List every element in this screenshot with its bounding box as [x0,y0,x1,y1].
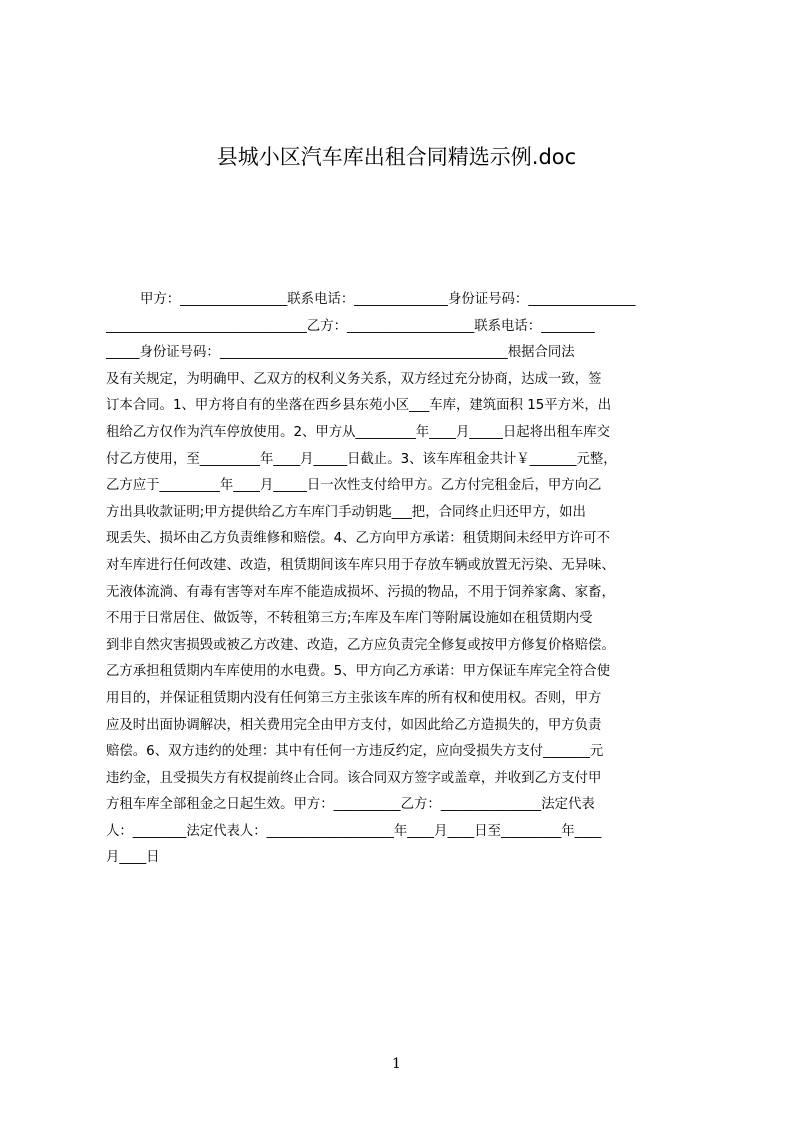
body-line: 付乙方使用，至_________年____月_____日截止。3、该车库租金共计￥_______元整， [106,451,617,467]
body-line: 到非自然灾害损毁或被乙方改建、改造，乙方应负责完全修复或按甲方修复价格赔偿。 [106,637,615,653]
body-line: 月____日 [106,850,160,866]
body-line: 赔偿。6、双方违约的处理：其中有任何一方违反约定，应向受损失方支付_______元 [106,744,604,760]
body-line: 乙方应于_________年____月_____日一次性支付给甲方。乙方付完租金后，甲方向乙 [106,478,602,494]
body-line: 及有关规定，为明确甲、乙双方的权利义务关系，双方经过充分协商，达成一致，签 [106,371,602,387]
body-line: 用目的，并保证租赁期内没有任何第三方主张该车库的所有权和使用权。否则，甲方 [106,690,602,706]
body-line: 不用于日常居住、做饭等，不转租第三方;车库及车库门等附属设施如在租赁期内受 [106,611,593,627]
body-line: 违约金，且受损失方有权提前终止合同。该合同双方签字或盖章，并收到乙方支付甲 [106,770,602,786]
body-line: 方出具收款证明;甲方提供给乙方车库门手动钥匙___把，合同终止归还甲方，如出 [106,504,586,520]
body-line: 应及时出面协调解决，相关费用完全由甲方支付，如因此给乙方造损失的，甲方负责 [106,717,602,733]
body-line: 人：________法定代表人：___________________年____月____日至_________年____ [106,823,602,839]
document-title: 县城小区汽车库出租合同精选示例.doc [216,145,577,169]
body-line: 对车库进行任何改建、改造，租赁期间该车库只用于存放车辆或放置无污染、无异味、 [106,557,615,573]
contract-body [106,287,698,877]
body-line: 订本合同。1、甲方将自有的坐落在西乡县东苑小区___车库，建筑面积 15平方米，出 [106,398,612,414]
body-line: 无液体流淌、有毒有害等对车库不能造成损坏、污损的物品，不用于饲养家禽、家畜， [106,584,615,600]
body-line: _____身份证号码：___________________________________________根据合同法 [106,345,575,361]
page-number: 1 [392,1056,401,1072]
body-line: 租给乙方仅作为汽车停放使用。2、甲方从_________年____月_____日起将出租车库交 [106,424,610,440]
body-line: 甲方：________________联系电话：______________身份证号码：________________ [140,292,636,307]
body-line: 方租车库全部租金之日起生效。甲方：__________乙方：_______________法定代表 [106,797,595,813]
body-line: 现丢失、损坏由乙方负责维修和赔偿。4、乙方向甲方承诺：租赁期间未经甲方许可不 [106,531,610,547]
body-line: ______________________________乙方：___________________联系电话：________ [106,318,595,334]
body-line: 乙方承担租赁期内车库使用的水电费。5、甲方向乙方承诺：甲方保证车库完全符合使 [106,664,610,680]
